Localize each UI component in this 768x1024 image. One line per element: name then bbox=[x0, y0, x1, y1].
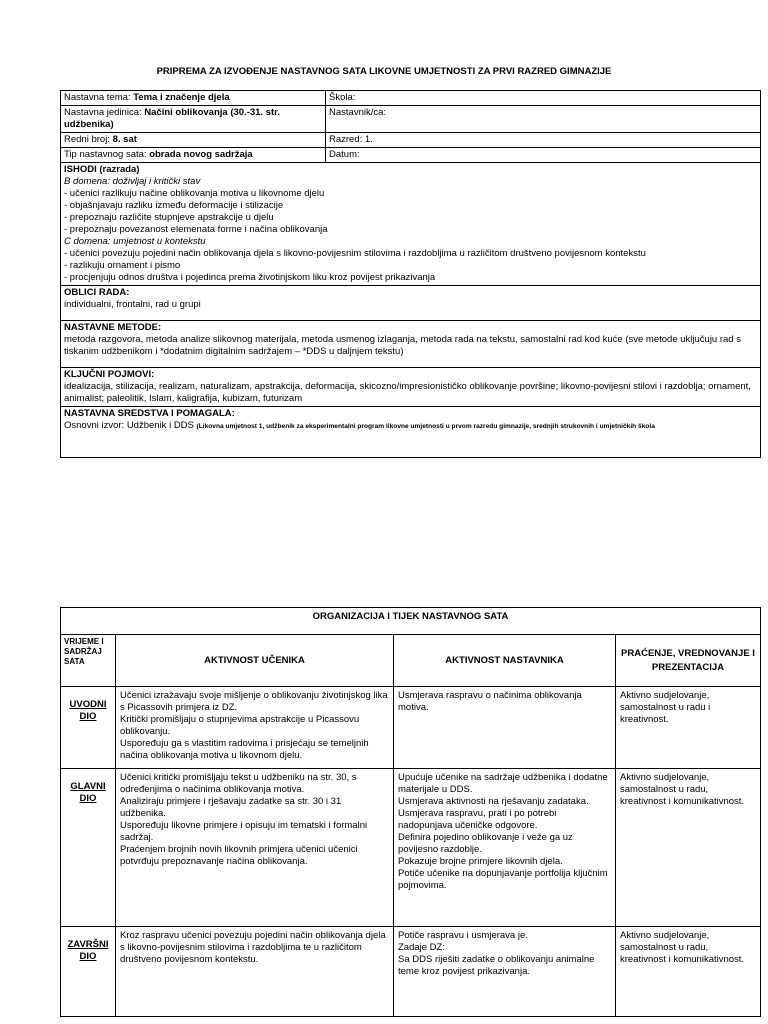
oblici-text: individualni, frontalni, rad u grupi bbox=[64, 299, 201, 310]
sredstva-line bbox=[64, 420, 757, 433]
nastavnik-activity-line: Usmjerava aktivnosti na rješavanju zadataka. bbox=[398, 796, 589, 807]
ishodi-line: - prepoznaju povezanost elemenata forme i načina oblikovanja bbox=[64, 224, 328, 235]
ishodi-line: - učenici razlikuju načine oblikovanja motiva u likovnome djelu bbox=[64, 188, 325, 199]
sredstva-section bbox=[61, 407, 761, 458]
col-header-vrijeme: VRIJEME I SADRŽAJ SATA bbox=[61, 635, 116, 687]
info-row-tip bbox=[61, 148, 761, 163]
org-rows bbox=[61, 687, 761, 1017]
redni-cell bbox=[61, 133, 326, 148]
lesson-organization-table bbox=[60, 607, 761, 1017]
ucenik-activity-cell bbox=[116, 927, 394, 1017]
ucenik-activity-line: Praćenjem brojnih novih likovnih primjera učenici učenici potvrđuju prepoznavanje načina oblikovanja. bbox=[120, 844, 358, 867]
org-row bbox=[61, 769, 761, 927]
ucenik-activity-line: Uspoređuju likovne primjere i opisuju im tematski i formalni sadržaj. bbox=[120, 820, 368, 843]
ucenik-activity-cell bbox=[116, 769, 394, 927]
tema-label: Nastavna tema: bbox=[64, 92, 131, 103]
jedinica-label: Nastavna jedinica: bbox=[64, 107, 142, 118]
pojmovi-heading: KLJUČNI POJMOVI: bbox=[64, 369, 155, 380]
org-row bbox=[61, 687, 761, 769]
nastavnik-activity-cell bbox=[394, 927, 616, 1017]
ishodi-line: - prepoznaju različite stupnjeve apstrakcije u djelu bbox=[64, 212, 274, 223]
jedinica-value: Načini oblikovanja (30.-31. str. udžbenika) bbox=[64, 107, 280, 130]
skola-cell bbox=[326, 91, 761, 106]
razred-value: 1. bbox=[364, 134, 373, 145]
jedinica-cell bbox=[61, 106, 326, 133]
nastavnik-activity-line: Zadaje DZ: bbox=[398, 942, 445, 953]
pracenje-cell: Aktivno sudjelovanje, samostalnost u radu i kreativnost. bbox=[616, 687, 761, 769]
sredstva-source-note: (Likovna umjetnost 1, udžbenik za eksperimentalni program likovne umjetnosti u prvom razredu gimnazije, srednjih strukovnih i umjetničkih škola bbox=[196, 423, 655, 430]
tip-cell bbox=[61, 148, 326, 163]
info-row-jedinica bbox=[61, 106, 761, 133]
ishodi-line: - procjenjuju odnos društva i pojedinca prema životinjskom liku kroz povijest prikazivanja bbox=[64, 272, 436, 283]
tip-label: Tip nastavnog sata: bbox=[64, 149, 147, 160]
ishodi-line: - objašnjavaju razliku između deformacije i stilizacije bbox=[64, 200, 284, 211]
info-row-redni bbox=[61, 133, 761, 148]
ucenik-activity-line: Učenici kritički promišljaju tekst u udžbeniku na str. 30, s određenjima o načinima oblikovanja motiva. bbox=[120, 772, 357, 795]
razred-label: Razred: bbox=[329, 134, 363, 145]
metode-text: metoda razgovora, metoda analize slikovnog materijala, metoda usmenog izlaganja, metoda rada na tekstu, samostalni rad kod kuće (sve metode uključuju rad s tiskanim udžbenikom i *dodatnim digitalnim sadržajem – *DDS u daljnjem tekstu) bbox=[64, 334, 741, 357]
ishodi-line: C domena: umjetnost u kontekstu bbox=[64, 236, 206, 247]
ucenik-activity-cell bbox=[116, 687, 394, 769]
nastavnik-activity-line: Potiče raspravu i usmjerava je. bbox=[398, 930, 528, 941]
sredstva-row bbox=[61, 407, 761, 458]
oblici-row bbox=[61, 286, 761, 321]
tip-value: obrada novog sadržaja bbox=[149, 149, 253, 160]
nastavnik-cell bbox=[326, 106, 761, 133]
ishodi-line: - učenici povezuju pojedini način oblikovanja djela s likovno-povijesnim stilovima i razdobljima u različitom društveno povijesnom kontekstu bbox=[64, 248, 646, 259]
nastavnik-activity-line: Upućuje učenike na sadržaje udžbenika i dodatne materijale u DDS. bbox=[398, 772, 608, 795]
oblici-heading: OBLICI RADA: bbox=[64, 287, 130, 298]
phase-label: GLAVNI DIO bbox=[70, 781, 106, 804]
skola-label: Škola: bbox=[329, 92, 356, 103]
nastavnik-activity-line: Usmjerava raspravu, prati i po potrebi nadopunjava učeničke odgovore. bbox=[398, 808, 557, 831]
col-header-ucenik: AKTIVNOST UČENIKA bbox=[116, 635, 394, 687]
razred-cell bbox=[326, 133, 761, 148]
pojmovi-text: idealizacija, stilizacija, realizam, naturalizam, apstrakcija, deformacija, skicozno/impresionističko oblikovanje površine; likovno-povijesni stilovi i razdoblja; ornament, animalist; paleolitik, Islam, kaligrafija, kubizam, futurizam bbox=[64, 381, 751, 404]
lesson-info-table bbox=[60, 90, 761, 458]
pojmovi-row bbox=[61, 368, 761, 407]
org-header-row bbox=[61, 635, 761, 687]
phase-cell bbox=[61, 927, 116, 1017]
ucenik-activity-line: Uspoređuju ga s vlastitim radovima i prisjećaju se temeljnih načina oblikovanja motiva u likovnom djelu. bbox=[120, 738, 369, 761]
info-row-tema bbox=[61, 91, 761, 106]
col-header-nastavnik: AKTIVNOST NASTAVNIKA bbox=[394, 635, 616, 687]
phase-cell bbox=[61, 687, 116, 769]
oblici-section bbox=[61, 286, 761, 321]
nastavnik-activity-line: Definira pojedino oblikovanje i veže ga uz povijesno razdoblje. bbox=[398, 832, 573, 855]
phase-label: ZAVRŠNI DIO bbox=[67, 939, 109, 962]
ucenik-activity-line: Analiziraju primjere i rješavaju zadatke sa str. 30 i 31 udžbenika. bbox=[120, 796, 342, 819]
ishodi-section bbox=[61, 163, 761, 286]
metode-heading: NASTAVNE METODE: bbox=[64, 322, 162, 333]
tema-cell bbox=[61, 91, 326, 106]
ucenik-activity-line: Kritički promišljaju o stupnjevima apstrakcije u Picassovu oblikovanju. bbox=[120, 714, 360, 737]
col-header-pracenje: PRAĆENJE, VREDNOVANJE I PREZENTACIJA bbox=[616, 635, 761, 687]
ishodi-list bbox=[64, 176, 757, 284]
document-title: PRIPREMA ZA IZVOĐENJE NASTAVNOG SATA LIKOVNE UMJETNOSTI ZA PRVI RAZRED GIMNAZIJE bbox=[156, 66, 612, 77]
tema-value: Tema i značenje djela bbox=[133, 92, 230, 103]
nastavnik-activity-line: Potiče učenike na dopunjavanje portfolija ključnim pojmovima. bbox=[398, 868, 608, 891]
nastavnik-activity-line: Usmjerava raspravu o načinima oblikovanja motiva. bbox=[398, 690, 582, 713]
pracenje-cell: Aktivno sudjelovanje, samostalnost u radu, kreativnost i komunikativnost. bbox=[616, 769, 761, 927]
nastavnik-label: Nastavnik/ca: bbox=[329, 107, 387, 118]
nastavnik-activity-cell bbox=[394, 769, 616, 927]
org-title-row bbox=[61, 608, 761, 635]
pojmovi-section bbox=[61, 368, 761, 407]
ucenik-activity-line: Kroz raspravu učenici povezuju pojedini način oblikovanja djela s likovno-povijesnim stilovima i razdobljima te u različitom društveno povijesnom kontekstu. bbox=[120, 930, 386, 965]
sredstva-text: Osnovni izvor: Udžbenik i DDS bbox=[64, 420, 194, 431]
redni-value: 8. sat bbox=[112, 134, 137, 145]
nastavnik-activity-line: Sa DDS riješiti zadatke o oblikovanju animalne teme kroz povijest prikazivanja. bbox=[398, 954, 595, 977]
org-row bbox=[61, 927, 761, 1017]
redni-label: Redni broj: bbox=[64, 134, 110, 145]
sredstva-heading: NASTAVNA SREDSTVA I POMAGALA: bbox=[64, 408, 235, 419]
pracenje-cell: Aktivno sudjelovanje, samostalnost u radu, kreativnost i komunikativnost. bbox=[616, 927, 761, 1017]
org-title: ORGANIZACIJA I TIJEK NASTAVNOG SATA bbox=[61, 608, 761, 635]
phase-label: UVODNI DIO bbox=[69, 699, 107, 722]
metode-section bbox=[61, 321, 761, 368]
nastavnik-activity-cell bbox=[394, 687, 616, 769]
phase-cell bbox=[61, 769, 116, 927]
datum-cell bbox=[326, 148, 761, 163]
nastavnik-activity-line: Pokazuje brojne primjere likovnih djela. bbox=[398, 856, 563, 867]
ishodi-line: B domena: doživljaj i kritički stav bbox=[64, 176, 201, 187]
ishodi-heading: ISHODI (razrada) bbox=[64, 164, 140, 175]
datum-label: Datum: bbox=[329, 149, 360, 160]
ishodi-row bbox=[61, 163, 761, 286]
metode-row bbox=[61, 321, 761, 368]
ishodi-line: - razlikuju ornament i pismo bbox=[64, 260, 181, 271]
ucenik-activity-line: Učenici izražavaju svoje mišljenje o oblikovanju životinjskog lika s Picassovih primjera iz DZ. bbox=[120, 690, 388, 713]
